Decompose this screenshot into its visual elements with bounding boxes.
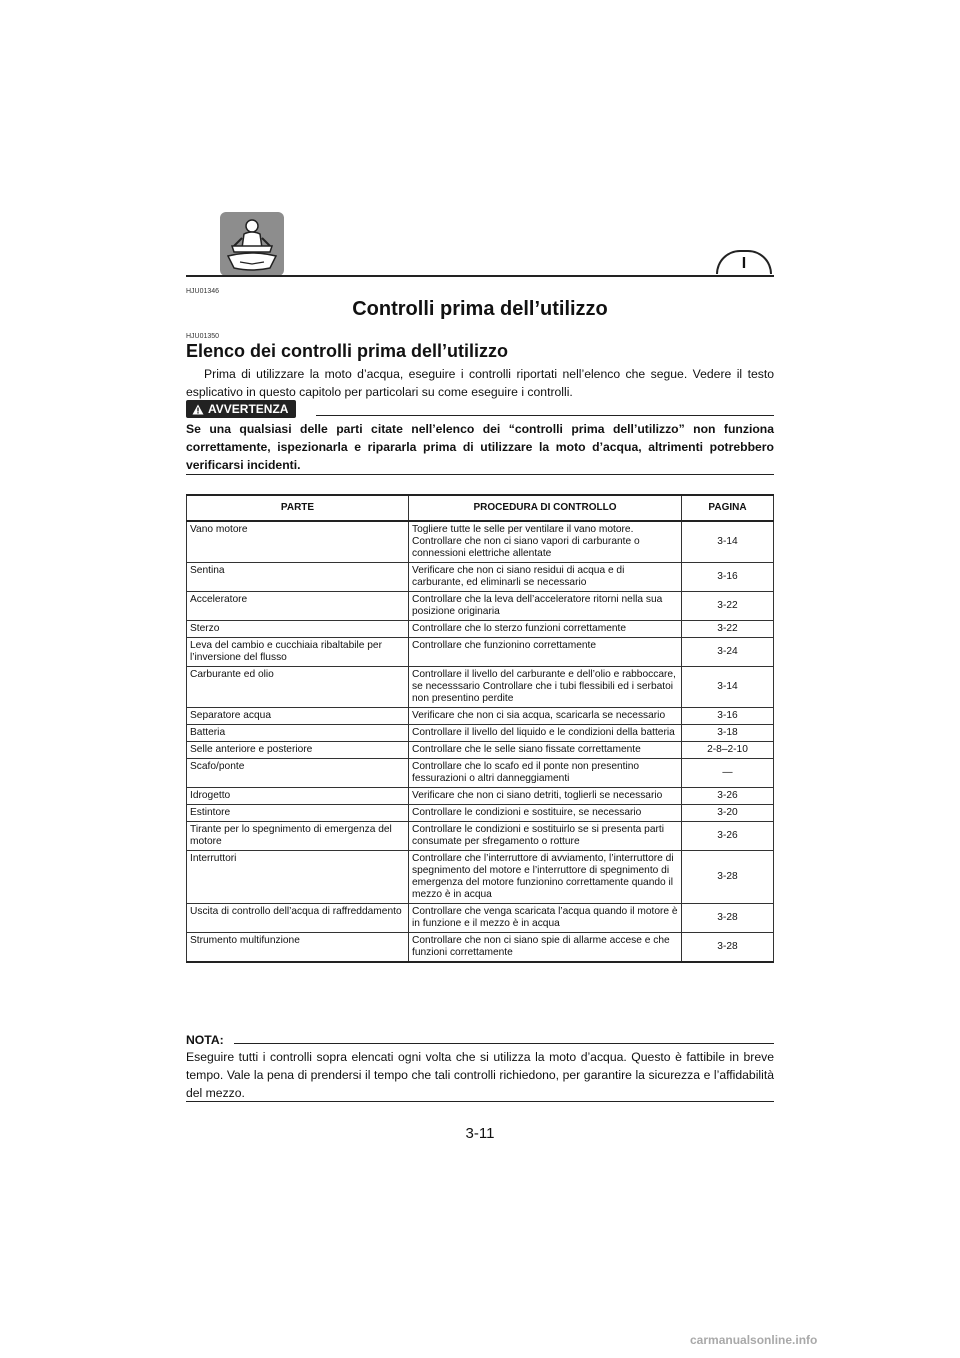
cell-procedure: Controllare che la leva dell’acceleratore ritorni nella sua posizione originaria — [409, 592, 682, 621]
cell-page: 3-14 — [682, 667, 774, 708]
cell-page: 3-22 — [682, 592, 774, 621]
table-row — [187, 725, 774, 742]
warning-text: Se una qualsiasi delle parti citate nell’elenco dei “controlli prima dell’utilizzo” non funziona correttamente, ispezionarla e ripararla prima di utilizzare la moto d’acqua, altrimenti potrebbero verificarsi incidenti. — [186, 422, 774, 472]
header-part: PARTE — [187, 495, 409, 521]
warning-label-text: AVVERTENZA — [208, 402, 289, 416]
table-row — [187, 788, 774, 805]
cell-page: 3-28 — [682, 851, 774, 904]
cell-page: 3-16 — [682, 563, 774, 592]
warning-rule-bottom — [186, 474, 774, 475]
note-label: NOTA: — [186, 1033, 224, 1047]
cell-page: 3-22 — [682, 621, 774, 638]
intro-paragraph: Prima di utilizzare la moto d’acqua, eseguire i controlli riportati nell’elenco che segue. Vedere il testo esplicativo in questo capitolo per particolari su come eseguire i controlli. — [186, 367, 774, 399]
cell-page: 2-8–2-10 — [682, 742, 774, 759]
chapter-title: Controlli prima dell’utilizzo — [352, 298, 608, 320]
cell-procedure: Controllare il livello del liquido e le condizioni della batteria — [409, 725, 682, 742]
page-number: 3-11 — [465, 1125, 495, 1142]
cell-page: — — [682, 759, 774, 788]
table-row — [187, 563, 774, 592]
note-rule-bottom — [186, 1101, 774, 1102]
cell-part: Sterzo — [187, 621, 409, 638]
cell-part: Vano motore — [187, 521, 409, 563]
warning-rule-top — [316, 415, 774, 416]
cell-part: Selle anteriore e posteriore — [187, 742, 409, 759]
header-page: PAGINA — [682, 495, 774, 521]
chapter-code: HJU01346 — [186, 288, 220, 295]
section-title: Elenco dei controlli prima dell’utilizzo — [186, 341, 509, 361]
cell-procedure: Togliere tutte le selle per ventilare il vano motore. Controllare che non ci siano vapori di carburante o connessioni elettriche allentate — [409, 521, 682, 563]
table-row — [187, 822, 774, 851]
cell-page: 3-20 — [682, 805, 774, 822]
cell-part: Strumento multifunzione — [187, 933, 409, 963]
cell-page: 3-26 — [682, 788, 774, 805]
warning-label — [186, 400, 296, 418]
cell-page: 3-28 — [682, 904, 774, 933]
cell-page: 3-24 — [682, 638, 774, 667]
cell-part: Interruttori — [187, 851, 409, 904]
cell-page: 3-16 — [682, 708, 774, 725]
table-row — [187, 621, 774, 638]
jet-ski-rider-icon — [220, 212, 284, 276]
watermark: carmanualsonline.info — [690, 1333, 818, 1347]
cell-procedure: Verificare che non ci siano residui di acqua e di carburante, ed eliminarli se necessario — [409, 563, 682, 592]
cell-procedure: Controllare che le selle siano fissate correttamente — [409, 742, 682, 759]
table-row — [187, 667, 774, 708]
table-row — [187, 592, 774, 621]
cell-procedure: Controllare che funzionino correttamente — [409, 638, 682, 667]
cell-procedure: Controllare che l’interruttore di avviamento, l’interruttore di spegnimento del motore e l’interruttore di spegnimento di emergenza del motore funzionino correttamente quando il mezzo è in acqua — [409, 851, 682, 904]
cell-part: Sentina — [187, 563, 409, 592]
table-row — [187, 904, 774, 933]
cell-part: Carburante ed olio — [187, 667, 409, 708]
cell-procedure: Controllare che venga scaricata l’acqua quando il motore è in funzione e il mezzo è in acqua — [409, 904, 682, 933]
note-text: Eseguire tutti i controlli sopra elencati ogni volta che si utilizza la moto d’acqua. Questo è fattibile in breve tempo. Vale la pena di prendersi il tempo che tali controlli richiedono, per garantire la sicurezza e l’affidabilità del mezzo. — [186, 1050, 774, 1100]
cell-procedure: Controllare che lo sterzo funzioni correttamente — [409, 621, 682, 638]
cell-part: Estintore — [187, 805, 409, 822]
cell-part: Batteria — [187, 725, 409, 742]
cell-page: 3-14 — [682, 521, 774, 563]
cell-part: Tirante per lo spegnimento di emergenza del motore — [187, 822, 409, 851]
table-row — [187, 708, 774, 725]
cell-procedure: Verificare che non ci siano detriti, toglierli se necessario — [409, 788, 682, 805]
table-row — [187, 521, 774, 563]
cell-procedure: Controllare le condizioni e sostituire, se necessario — [409, 805, 682, 822]
section-code: HJU01350 — [186, 333, 220, 340]
table-header-row — [187, 495, 774, 521]
header-procedure: PROCEDURA DI CONTROLLO — [409, 495, 682, 521]
table-row — [187, 933, 774, 963]
cell-procedure: Controllare che lo scafo ed il ponte non presentino fessurazioni o altri danneggiamenti — [409, 759, 682, 788]
table-row — [187, 638, 774, 667]
cell-part: Acceleratore — [187, 592, 409, 621]
warning-triangle-icon — [192, 404, 204, 415]
cell-part: Uscita di controllo dell’acqua di raffreddamento — [187, 904, 409, 933]
header-rule — [186, 275, 774, 277]
cell-procedure: Controllare il livello del carburante e dell’olio e rabboccare, se necesssario Controllare che i tubi flessibili ed i serbatoi non presentino perdite — [409, 667, 682, 708]
cell-procedure: Verificare che non ci sia acqua, scaricarla se necessario — [409, 708, 682, 725]
cell-page: 3-18 — [682, 725, 774, 742]
cell-procedure: Controllare che non ci siano spie di allarme accese e che funzioni correttamente — [409, 933, 682, 963]
cell-page: 3-26 — [682, 822, 774, 851]
table-row — [187, 851, 774, 904]
cell-page: 3-28 — [682, 933, 774, 963]
cell-part: Scafo/ponte — [187, 759, 409, 788]
table-row — [187, 742, 774, 759]
table-row — [187, 805, 774, 822]
language-tab: I — [716, 250, 772, 274]
cell-part: Separatore acqua — [187, 708, 409, 725]
cell-procedure: Controllare le condizioni e sostituirlo se si presenta parti consumate per sfregamento o rotture — [409, 822, 682, 851]
table-row — [187, 759, 774, 788]
note-rule-top — [234, 1043, 774, 1044]
pre-operation-checklist-table — [186, 494, 774, 963]
cell-part: Idrogetto — [187, 788, 409, 805]
cell-part: Leva del cambio e cucchiaia ribaltabile per l’inversione del flusso — [187, 638, 409, 667]
